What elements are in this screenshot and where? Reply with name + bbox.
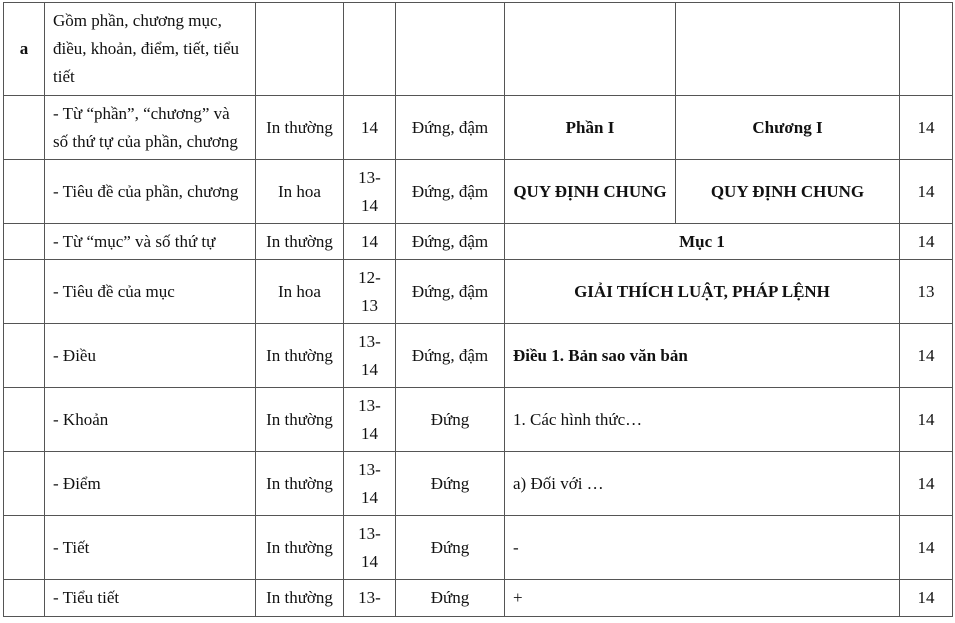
section-label <box>4 580 45 617</box>
size-cell: 13-14 <box>344 516 396 580</box>
size-cell: 14 <box>344 96 396 160</box>
section-label <box>4 96 45 160</box>
example-cell: Mục 1 <box>505 224 900 260</box>
font-size-cell <box>900 3 953 96</box>
font-size-cell: 14 <box>900 224 953 260</box>
font-size-cell: 14 <box>900 452 953 516</box>
example-cell: + <box>505 580 900 617</box>
table-row <box>4 324 953 388</box>
style-cell: Đứng, đậm <box>396 260 505 324</box>
section-label <box>4 388 45 452</box>
size-cell: 14 <box>344 224 396 260</box>
case-cell: In thường <box>256 324 344 388</box>
style-cell: Đứng <box>396 516 505 580</box>
font-size-cell: 14 <box>900 580 953 617</box>
case-cell: In hoa <box>256 260 344 324</box>
style-cell: Đứng, đậm <box>396 324 505 388</box>
example-cell: GIẢI THÍCH LUẬT, PHÁP LỆNH <box>505 260 900 324</box>
style-cell: Đứng, đậm <box>396 160 505 224</box>
element-name: - Điểm <box>45 452 256 516</box>
table-row <box>4 96 953 160</box>
table-row <box>4 3 953 96</box>
example-cell: Chương I <box>676 96 900 160</box>
style-cell: Đứng <box>396 452 505 516</box>
style-cell: Đứng, đậm <box>396 96 505 160</box>
case-cell <box>256 3 344 96</box>
case-cell: In thường <box>256 452 344 516</box>
section-label <box>4 160 45 224</box>
font-size-cell: 14 <box>900 516 953 580</box>
element-name: - Tiêu đề của mục <box>45 260 256 324</box>
example-cell: Phần I <box>505 96 676 160</box>
size-cell <box>344 3 396 96</box>
example-cell: QUY ĐỊNH CHUNG <box>505 160 676 224</box>
element-name: - Khoản <box>45 388 256 452</box>
size-cell: 13-14 <box>344 388 396 452</box>
table-row <box>4 452 953 516</box>
font-size-cell: 14 <box>900 388 953 452</box>
font-size-cell: 14 <box>900 96 953 160</box>
example-cell: 1. Các hình thức… <box>505 388 900 452</box>
example-cell: a) Đối với … <box>505 452 900 516</box>
table-row <box>4 516 953 580</box>
example-cell: Điều 1. Bản sao văn bản <box>505 324 900 388</box>
case-cell: In hoa <box>256 160 344 224</box>
size-cell: 13-14 <box>344 452 396 516</box>
case-cell: In thường <box>256 388 344 452</box>
table-row <box>4 260 953 324</box>
section-label: a <box>4 3 45 96</box>
size-cell: 12-13 <box>344 260 396 324</box>
section-label <box>4 224 45 260</box>
table-row <box>4 160 953 224</box>
case-cell: In thường <box>256 516 344 580</box>
section-label <box>4 452 45 516</box>
style-cell: Đứng, đậm <box>396 224 505 260</box>
size-cell: 13-14 <box>344 160 396 224</box>
case-cell: In thường <box>256 580 344 617</box>
size-cell: 13-14 <box>344 324 396 388</box>
element-name: Gồm phần, chương mục, điều, khoản, điểm, tiết, tiểu tiết <box>45 3 256 96</box>
example-cell <box>505 3 676 96</box>
font-size-cell: 14 <box>900 324 953 388</box>
style-cell: Đứng <box>396 388 505 452</box>
table-row <box>4 580 953 617</box>
case-cell: In thường <box>256 224 344 260</box>
element-name: - Điều <box>45 324 256 388</box>
section-label <box>4 324 45 388</box>
section-label <box>4 260 45 324</box>
style-cell <box>396 3 505 96</box>
size-cell: 13- <box>344 580 396 617</box>
element-name: - Tiểu tiết <box>45 580 256 617</box>
element-name: - Tiết <box>45 516 256 580</box>
table-row <box>4 224 953 260</box>
case-cell: In thường <box>256 96 344 160</box>
element-name: - Từ “mục” và số thứ tự <box>45 224 256 260</box>
section-label <box>4 516 45 580</box>
font-size-cell: 13 <box>900 260 953 324</box>
font-size-cell: 14 <box>900 160 953 224</box>
format-table <box>3 2 953 617</box>
element-name: - Tiêu đề của phần, chương <box>45 160 256 224</box>
element-name: - Từ “phần”, “chương” và số thứ tự của phần, chương <box>45 96 256 160</box>
example-cell: - <box>505 516 900 580</box>
example-cell: QUY ĐỊNH CHUNG <box>676 160 900 224</box>
style-cell: Đứng <box>396 580 505 617</box>
example-cell <box>676 3 900 96</box>
table-row <box>4 388 953 452</box>
